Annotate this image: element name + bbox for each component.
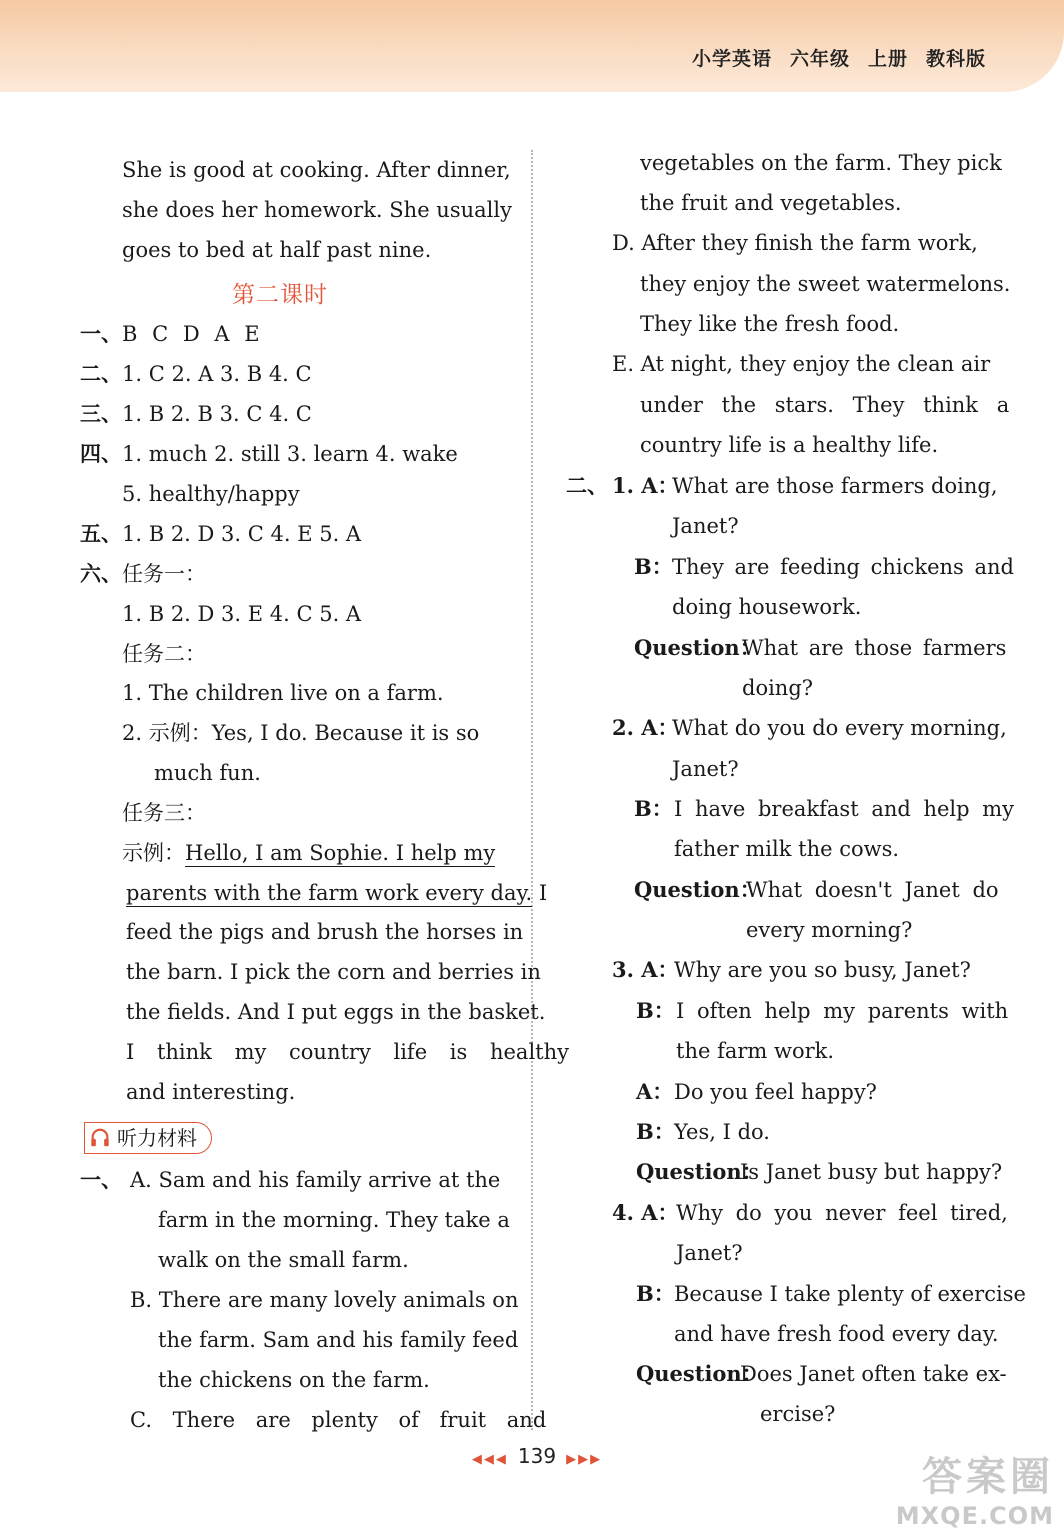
answer-text: 2. 示例：Yes, I do. Because it is so (122, 721, 480, 745)
answer-label: 四、 (80, 441, 122, 466)
example-line (126, 879, 547, 907)
dialog-speaker: 2. A： (612, 715, 679, 740)
dialog-speaker: B： (636, 1119, 675, 1144)
intro-line: goes to bed at half past nine. (122, 238, 432, 262)
column-divider (531, 150, 533, 1430)
task-title: 任务一： (122, 562, 206, 586)
dialog-line: Why do you never feel tired, (676, 1201, 1008, 1225)
intro-line: she does her homework. She usually (122, 198, 512, 222)
example-prefix: 示例： (122, 841, 185, 865)
dialog-speaker: B： (636, 998, 675, 1023)
underlined-text: parents with the farm work every day. (126, 881, 533, 905)
dialog-line: Yes, I do. (674, 1120, 770, 1144)
answer-label: 二、 (566, 473, 608, 498)
answer-text: 1. The children live on a farm. (122, 681, 444, 705)
listening-line: E. At night, they enjoy the clean air (612, 352, 991, 376)
question-label: Question： (634, 635, 761, 660)
listening-line: A. Sam and his family arrive at the (130, 1168, 501, 1192)
header-banner (0, 0, 1064, 92)
book-info (674, 44, 986, 71)
task-title: 任务三： (122, 801, 206, 825)
dialog-speaker: B： (634, 796, 673, 821)
listening-label-text: 听力材料 (117, 1126, 197, 1150)
question-label: Question： (636, 1361, 763, 1386)
listening-line: farm in the morning. They take a (158, 1208, 510, 1232)
dialog-speaker: 1. A： (612, 473, 679, 498)
answer-text: much fun. (154, 761, 261, 785)
answer-text: 1. B 2. B 3. C 4. C (122, 402, 312, 426)
question-label: Question： (636, 1159, 763, 1184)
dialog-line: I have breakfast and help my (674, 797, 1015, 821)
listening-line: vegetables on the farm. They pick (640, 151, 1002, 175)
example-line: the fields. And I put eggs in the basket. (126, 1000, 546, 1024)
answer-text: 1. much 2. still 3. learn 4. wake (122, 442, 458, 466)
example-line: and interesting. (126, 1080, 296, 1104)
question-line: What are those farmers (742, 636, 1007, 660)
question-line: What doesn't Janet do (746, 878, 999, 902)
listening-line: B. There are many lovely animals on (130, 1288, 519, 1312)
listening-line: D. After they finish the farm work, (612, 231, 978, 255)
answer-label: 一、 (80, 321, 122, 346)
dialog-line: the farm work. (676, 1039, 835, 1063)
question-line: every morning? (746, 918, 913, 942)
section-title: 第二课时 (232, 282, 328, 308)
listening-line: C. There are plenty of fruit and (130, 1408, 547, 1432)
answer-label: 二、 (80, 361, 122, 386)
dialog-line: I often help my parents with (676, 999, 1009, 1023)
dialog-line: Because I take plenty of exercise (674, 1282, 1026, 1306)
grade-label: 六年级 (789, 48, 850, 70)
answer-text: 1. C 2. A 3. B 4. C (122, 362, 312, 386)
listening-line: they enjoy the sweet watermelons. (640, 272, 1011, 296)
headphones-icon (89, 1127, 111, 1149)
dialog-speaker: 4. A： (612, 1200, 679, 1225)
question-line: ercise? (760, 1402, 836, 1426)
answer-text: 5. healthy/happy (122, 482, 300, 506)
next-arrows-icon: ▶▶▶ (566, 1452, 603, 1467)
listening-line: the chickens on the farm. (158, 1368, 430, 1392)
answer-text: 1. B 2. D 3. E 4. C 5. A (122, 602, 362, 626)
dialog-line: Janet? (672, 757, 739, 781)
example-line: the barn. I pick the corn and berries in (126, 960, 541, 984)
underlined-text: Hello, I am Sophie. I help my (185, 841, 496, 865)
listening-line: the farm. Sam and his family feed (158, 1328, 519, 1352)
volume-label: 上册 (867, 48, 908, 70)
listening-line: country life is a healthy life. (640, 433, 939, 457)
answer-text: B C D A E (122, 322, 260, 346)
listening-line: They like the fresh food. (640, 312, 900, 336)
answer-label: 三、 (80, 401, 122, 426)
page-number: 139 (517, 1444, 557, 1468)
answer-label: 六、 (80, 561, 122, 586)
answer-label: 五、 (80, 521, 122, 546)
dialog-line: They are feeding chickens and (672, 555, 1014, 579)
example-tail: I (532, 881, 548, 905)
dialog-speaker: B： (634, 554, 673, 579)
watermark-logo: 答案圈 (922, 1454, 1054, 1500)
listening-line: walk on the small farm. (158, 1248, 409, 1272)
page-number-block (452, 1444, 622, 1468)
watermark (896, 1445, 1054, 1530)
example-line: feed the pigs and brush the horses in (126, 920, 524, 944)
dialog-line: Why are you so busy, Janet? (674, 958, 971, 982)
answer-label: 一、 (80, 1167, 122, 1192)
dialog-line: Do you feel happy? (674, 1080, 877, 1104)
dialog-line: Janet? (672, 514, 739, 538)
listening-line: under the stars. They think a (640, 393, 1010, 417)
watermark-url: MXQE.COM (895, 1502, 1054, 1530)
dialog-line: father milk the cows. (674, 837, 900, 861)
intro-line: She is good at cooking. After dinner, (122, 158, 511, 182)
question-label: Question： (634, 877, 761, 902)
dialog-speaker: B： (636, 1281, 675, 1306)
dialog-line: What are those farmers doing, (672, 474, 998, 498)
subject-label: 小学英语 (691, 48, 772, 70)
task-title: 任务二： (122, 642, 206, 666)
listening-line: the fruit and vegetables. (640, 191, 902, 215)
dialog-line: and have fresh food every day. (674, 1322, 999, 1346)
dialog-speaker: A： (636, 1079, 674, 1104)
dialog-line: Janet? (676, 1241, 743, 1265)
question-line: doing? (742, 676, 814, 700)
dialog-line: doing housework. (672, 595, 862, 619)
question-line: Is Janet busy but happy? (740, 1160, 1003, 1184)
example-line: I think my country life is healthy (126, 1040, 569, 1064)
prev-arrows-icon: ◀◀◀ (471, 1452, 508, 1467)
dialog-line: What do you do every morning, (672, 716, 1007, 740)
question-line: Does Janet often take ex- (740, 1362, 1007, 1386)
dialog-speaker: 3. A： (612, 957, 679, 982)
example-line (122, 839, 495, 867)
answer-text: 1. B 2. D 3. C 4. E 5. A (122, 522, 362, 546)
listening-material-label (84, 1122, 212, 1154)
edition-label: 教科版 (925, 48, 986, 70)
